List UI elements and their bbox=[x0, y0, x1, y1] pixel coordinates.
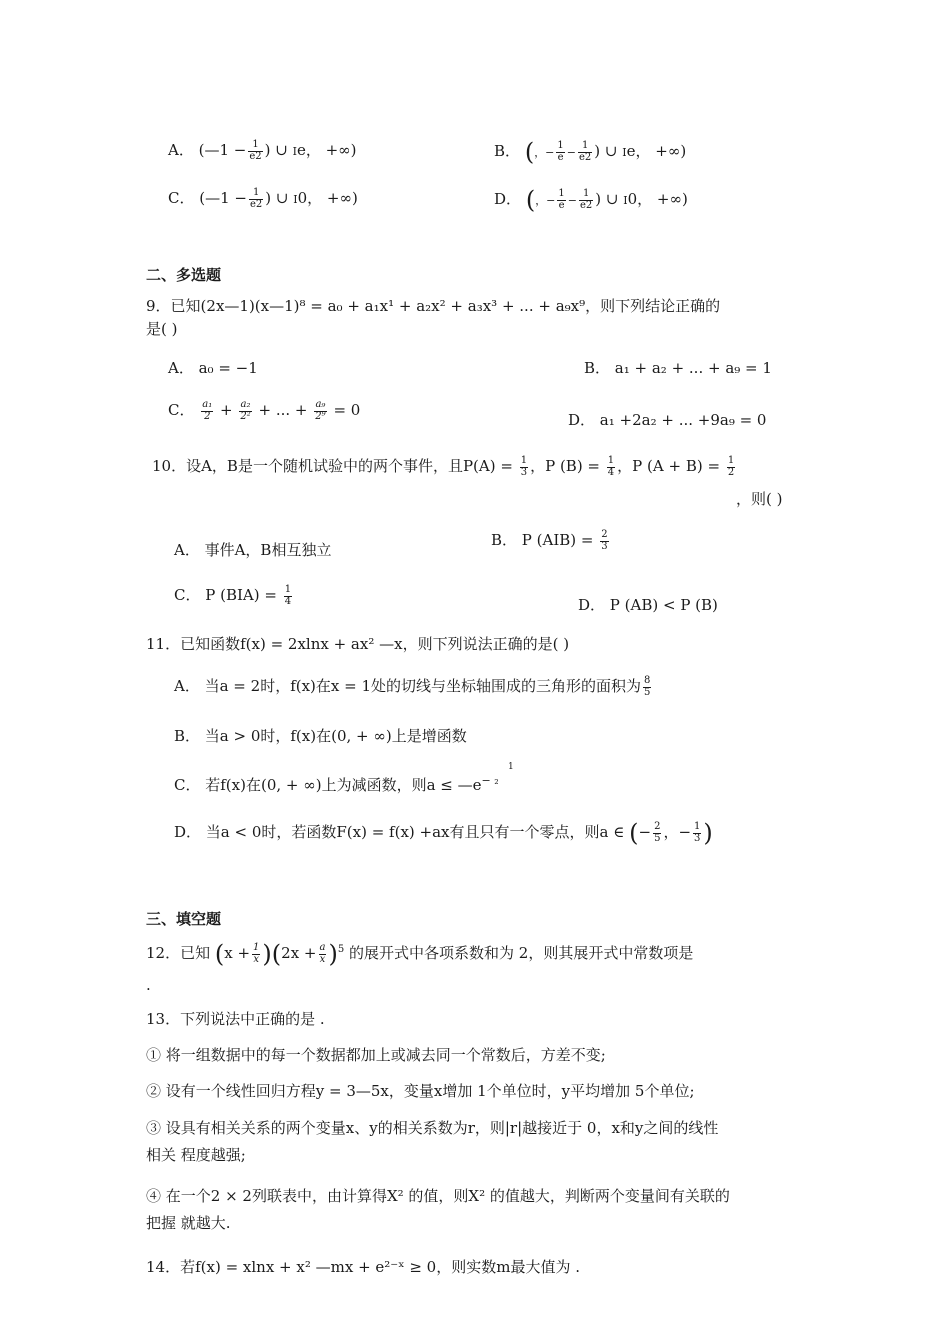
exponent: 5 bbox=[337, 944, 345, 955]
q13-statement-4-line2: 把握 就越大. bbox=[146, 1214, 231, 1232]
q8-option-a bbox=[168, 140, 357, 162]
q10-option-b bbox=[491, 530, 611, 552]
q9-option-a: A． a₀ = −1 bbox=[168, 359, 258, 377]
paren: ( bbox=[629, 819, 639, 847]
fraction bbox=[314, 400, 326, 422]
fraction bbox=[319, 943, 327, 965]
fraction-denominator: e bbox=[558, 199, 565, 211]
q9-option-d: D． a₁ +2a₂ + ... +9a₉ = 0 bbox=[568, 411, 767, 429]
fraction bbox=[201, 400, 213, 422]
option-text: A． 当a = 2时，f(x)在x = 1处的切线与坐标轴围成的三角形的面积为 bbox=[174, 677, 642, 695]
q10-stem-tail: ，则( ) bbox=[736, 490, 783, 508]
paren: ( bbox=[524, 138, 535, 166]
option-text: = 0 bbox=[333, 401, 361, 419]
fraction-numerator: a₉ bbox=[315, 399, 326, 410]
option-text: + ... + bbox=[258, 401, 308, 419]
fraction-denominator: 5 bbox=[644, 686, 651, 698]
fraction bbox=[556, 141, 564, 163]
fraction-numerator: a₂ bbox=[240, 399, 251, 410]
q13-statement-3-line1: ③ 设具有相关关系的两个变量x、y的相关系数为r，则|r|越接近于 0，x和y之间的线性 bbox=[146, 1119, 719, 1137]
fraction-denominator: 2 bbox=[204, 410, 211, 422]
fraction-numerator: 1 bbox=[727, 455, 735, 466]
q9-stem-line2: 是( ) bbox=[146, 320, 178, 338]
option-text: ，− bbox=[663, 823, 692, 841]
fraction bbox=[239, 400, 251, 422]
option-text: e， +∞) bbox=[626, 142, 687, 160]
q14-stem: 14．若f(x) = xlnx + x² —mx + e²⁻ˣ ≥ 0，则实数m最大值为 . bbox=[146, 1258, 580, 1276]
q11-option-c-superscript: 1 bbox=[508, 762, 514, 772]
fraction-numerator: a₁ bbox=[202, 399, 213, 410]
q11-option-d bbox=[174, 821, 713, 845]
fraction-denominator: e2 bbox=[580, 199, 593, 211]
fraction-denominator: 2² bbox=[240, 410, 251, 422]
fraction-denominator: x bbox=[319, 953, 326, 965]
fraction-denominator: 3 bbox=[520, 466, 528, 478]
fraction bbox=[607, 456, 615, 478]
option-label: C． bbox=[168, 401, 195, 419]
q11-option-b: B． 当a > 0时，f(x)在(0, + ∞)上是增函数 bbox=[174, 727, 467, 745]
question-text: ，P (B) = bbox=[530, 457, 601, 475]
option-text: ，− bbox=[534, 146, 555, 159]
option-text: C． P (BIA) = bbox=[174, 586, 277, 604]
exponent: − ₂ bbox=[481, 774, 499, 787]
q9-option-c: C． $\frac{\text{a₁}}{2}$ + $\frac{\text{a₂}}{\text{2²}}$ + ... + $\frac{\text{a₉}}{\text{2⁹}}$ = 0 bbox=[168, 399, 361, 422]
q8-option-c bbox=[168, 188, 358, 210]
paren: ( bbox=[214, 940, 225, 968]
option-text: (—1 − bbox=[199, 189, 247, 207]
option-text: ) ∪ bbox=[595, 190, 624, 208]
fraction-denominator: 3 bbox=[694, 832, 701, 844]
q10-option-d: D． P (AB) < P (B) bbox=[578, 596, 718, 614]
q10-stem bbox=[152, 456, 737, 478]
q13-statement-3-line2: 相关 程度越强; bbox=[146, 1146, 246, 1164]
fraction-denominator: 4 bbox=[607, 466, 615, 478]
q8-option-d bbox=[494, 188, 688, 212]
fraction-denominator: e bbox=[557, 151, 564, 163]
fraction-numerator: 2 bbox=[654, 821, 661, 832]
fraction-numerator: 1 bbox=[557, 140, 564, 151]
fraction-denominator: 4 bbox=[284, 595, 292, 607]
q13-statement-2: ② 设有一个线性回归方程y = 3—5x，变量x增加 1个单位时，y平均增加 5个单位; bbox=[146, 1082, 695, 1100]
q9-option-b: B． a₁ + a₂ + ... + a₉ = 1 bbox=[584, 359, 772, 377]
fraction-numerator: 1 bbox=[248, 140, 262, 152]
fraction-numerator: 1 bbox=[284, 584, 292, 595]
fraction-numerator: 1 bbox=[249, 188, 263, 200]
bracket-mark: I bbox=[623, 194, 628, 207]
question-text: ，P (A + B) = bbox=[617, 457, 721, 475]
question-text: 2x + bbox=[281, 944, 317, 962]
option-label: C． bbox=[168, 189, 195, 207]
q11-option-c bbox=[174, 774, 499, 794]
q10-option-c bbox=[174, 585, 294, 607]
fraction bbox=[600, 530, 608, 552]
q10-option-a: A． 事件A，B相互独立 bbox=[174, 541, 332, 559]
fraction-numerator: 1 bbox=[558, 188, 565, 199]
fraction bbox=[557, 189, 565, 211]
option-text: B． P (AIB) = bbox=[491, 531, 594, 549]
question-text: 的展开式中各项系数和为 2，则其展开式中常数项是 bbox=[349, 944, 694, 962]
fraction-denominator: e2 bbox=[250, 198, 263, 210]
option-text: 0， +∞) bbox=[297, 189, 358, 207]
fraction-denominator: e2 bbox=[249, 150, 262, 162]
q13-stem: 13．下列说法中正确的是 . bbox=[146, 1010, 325, 1028]
option-text: C． 若f(x)在(0, + ∞)上为减函数，则a ≤ —e bbox=[174, 776, 482, 794]
fraction-numerator: 2 bbox=[601, 529, 608, 540]
bracket-mark: I bbox=[293, 193, 298, 206]
fraction-numerator: 1 bbox=[694, 821, 701, 832]
option-label: D． bbox=[494, 190, 522, 208]
option-text: ) ∪ bbox=[594, 142, 623, 160]
fraction-denominator: 5 bbox=[654, 832, 661, 844]
fraction bbox=[653, 822, 661, 844]
fraction-numerator: 1 bbox=[607, 455, 615, 466]
fraction bbox=[284, 585, 292, 607]
q13-statement-1: ① 将一组数据中的每一个数据都加上或减去同一个常数后，方差不变; bbox=[146, 1046, 606, 1064]
section-title-multiple-choice: 二、多选题 bbox=[146, 266, 222, 284]
option-text: ) ∪ bbox=[265, 189, 294, 207]
fraction bbox=[693, 822, 701, 844]
fraction-numerator: 8 bbox=[644, 675, 651, 686]
fraction-numerator: 1 bbox=[520, 455, 528, 466]
fraction bbox=[520, 456, 528, 478]
section-title-fill-in: 三、填空题 bbox=[146, 910, 222, 928]
fraction-denominator: x bbox=[253, 953, 260, 965]
question-text: x + bbox=[224, 944, 251, 962]
option-text: − bbox=[638, 823, 652, 841]
bracket-mark: I bbox=[622, 146, 627, 159]
paren: ) bbox=[703, 819, 713, 847]
q8-option-b bbox=[494, 140, 686, 164]
fraction-denominator: 3 bbox=[601, 540, 608, 552]
fraction-numerator: 1 bbox=[253, 942, 260, 953]
fraction bbox=[249, 188, 263, 210]
q12-line2: . bbox=[146, 976, 151, 994]
option-label: A． bbox=[168, 141, 194, 159]
fraction bbox=[248, 140, 262, 162]
q12-stem bbox=[146, 942, 693, 966]
fraction-denominator: e2 bbox=[579, 151, 592, 163]
option-text: − bbox=[566, 146, 576, 159]
option-text: 0， +∞) bbox=[627, 190, 688, 208]
q13-statement-4-line1: ④ 在一个2 × 2列联表中，由计算得X² 的值，则X² 的值越大，判断两个变量间有关联的 bbox=[146, 1187, 730, 1205]
fraction bbox=[578, 141, 592, 163]
fraction bbox=[727, 456, 735, 478]
fraction-denominator: 2 bbox=[727, 466, 735, 478]
paren: ) bbox=[328, 940, 338, 968]
option-text: ，− bbox=[535, 194, 556, 207]
option-text: − bbox=[567, 194, 577, 207]
option-text: (—1 − bbox=[198, 141, 247, 159]
fraction bbox=[643, 676, 651, 698]
option-text: ) ∪ bbox=[264, 141, 293, 159]
option-text: D． 当a < 0时，若函数F(x) = f(x) +ax有且只有一个零点，则a ∈ bbox=[174, 823, 625, 841]
bracket-mark: I bbox=[292, 145, 297, 158]
paren: )( bbox=[262, 940, 282, 968]
option-label: B． bbox=[494, 142, 521, 160]
fraction-numerator: 1 bbox=[578, 141, 592, 153]
q11-option-a bbox=[174, 676, 653, 698]
fraction bbox=[252, 943, 260, 965]
fraction bbox=[579, 189, 593, 211]
fraction-numerator: a bbox=[319, 942, 326, 953]
fraction-denominator: 2⁹ bbox=[315, 410, 326, 422]
q11-stem: 11．已知函数f(x) = 2xlnx + ax² —x，则下列说法正确的是( ) bbox=[146, 635, 570, 653]
q9-stem-line1: 9．已知(2x—1)(x—1)⁸ = a₀ + a₁x¹ + a₂x² + a₃x³ + ... + a₉x⁹，则下列结论正确的 bbox=[146, 297, 721, 315]
question-text: 10．设A，B是一个随机试验中的两个事件，且P(A) = bbox=[152, 457, 513, 475]
fraction-numerator: 1 bbox=[579, 189, 593, 201]
question-text: 12．已知 bbox=[146, 944, 211, 962]
paren: ( bbox=[525, 186, 536, 214]
option-text: e， +∞) bbox=[296, 141, 357, 159]
